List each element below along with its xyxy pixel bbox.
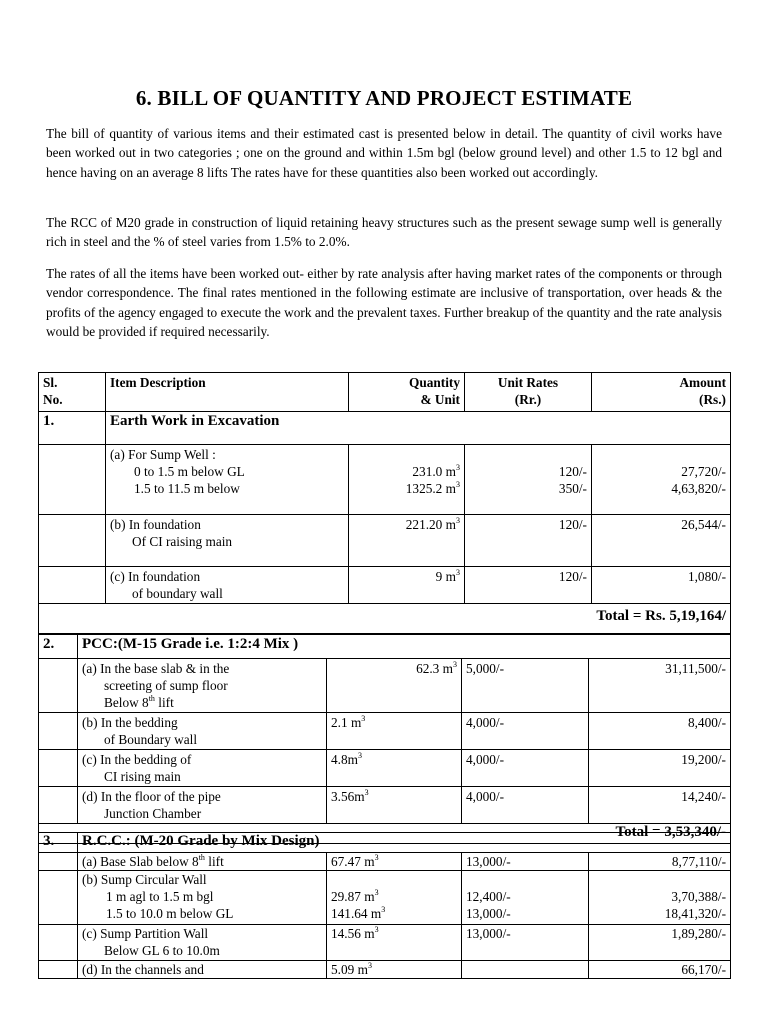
item-1b-rate: 120/-	[465, 515, 592, 567]
item-1b-quantity: 221.20 $m^3$	[349, 515, 465, 567]
estimate-table-pcc	[38, 634, 731, 844]
section-1-total-row	[39, 604, 731, 634]
item-1b-description: (b) In foundation Of CI raising main	[106, 515, 349, 567]
section-1-title: Earth Work in Excavation	[106, 412, 731, 445]
item-1b-amount: 26,544/-	[592, 515, 731, 567]
header-item-description: Item Description	[106, 373, 349, 412]
item-1c-rate: 120/-	[465, 567, 592, 604]
item-2a-description: (a) In the base slab & in the screeting of sump floor Below 8th lift	[78, 659, 327, 713]
item-2d-amount: 14,240/-	[589, 787, 731, 824]
item-2a-rate: 5,000/-	[462, 659, 589, 713]
header-unit-rates: Unit Rates (Rr.)	[465, 373, 592, 412]
table-header-row	[39, 373, 731, 412]
item-3c-rate: 13,000/-	[462, 925, 589, 961]
item-3d-quantity: 5.09 $m^3$	[327, 961, 462, 979]
item-1a-quantity: 231.0 $m^3$ 1325.2 $m^3$	[349, 445, 465, 515]
table-row	[39, 750, 731, 787]
item-3c-quantity: 14.56 $m^3$	[327, 925, 462, 961]
item-2c-amount: 19,200/-	[589, 750, 731, 787]
section-1-heading-row	[39, 412, 731, 445]
item-2a-amount: 31,11,500/-	[589, 659, 731, 713]
item-3a-quantity: 67.47 $m^3$	[327, 853, 462, 871]
item-2c-description: (c) In the bedding of CI rising main	[78, 750, 327, 787]
item-2d-description: (d) In the floor of the pipe Junction Chamber	[78, 787, 327, 824]
item-2d-quantity: $3.56m^3$	[327, 787, 462, 824]
item-2a-quantity: 62.3 $m^3$	[327, 659, 462, 713]
table-row	[39, 567, 731, 604]
estimate-table-rcc	[38, 832, 731, 979]
table-row	[39, 713, 731, 750]
section-2-title: PCC:(M-15 Grade i.e. 1:2:4 Mix )	[78, 635, 731, 659]
section-3-title: R.C.C.: (M-20 Grade by Mix Design)	[78, 833, 731, 853]
item-3a-rate: 13,000/-	[462, 853, 589, 871]
header-sl: Sl. No.	[39, 373, 106, 412]
table-row	[39, 445, 731, 515]
header-amount: Amount (Rs.)	[592, 373, 731, 412]
page-title: 6. BILL OF QUANTITY AND PROJECT ESTIMATE	[135, 86, 633, 110]
header-quantity: Quantity & Unit	[349, 373, 465, 412]
estimate-table-earthwork	[38, 372, 731, 634]
item-3d-description: (d) In the channels and	[78, 961, 327, 979]
item-1c-description: (c) In foundation of boundary wall	[106, 567, 349, 604]
item-3b-amount: 3,70,388/- 18,41,320/-	[589, 871, 731, 925]
table-row	[39, 925, 731, 961]
item-1a-description: (a) For Sump Well : 0 to 1.5 m below GL 1.5 to 11.5 m below	[106, 445, 349, 515]
item-3d-amount: 66,170/-	[589, 961, 731, 979]
table-row	[39, 871, 731, 925]
item-2d-rate: 4,000/-	[462, 787, 589, 824]
item-1a-amount: 27,720/- 4,63,820/-	[592, 445, 731, 515]
item-2c-quantity: $4.8m^3$	[327, 750, 462, 787]
item-3c-amount: 1,89,280/-	[589, 925, 731, 961]
item-1a-rate: 120/- 350/-	[465, 445, 592, 515]
table-row	[39, 787, 731, 824]
item-3b-quantity: 29.87 $m^3$ 141.64 $m^3$	[327, 871, 462, 925]
table-row	[39, 853, 731, 871]
item-3a-amount: 8,77,110/-	[589, 853, 731, 871]
table-row	[39, 659, 731, 713]
section-3-heading-row	[39, 833, 731, 853]
intro-paragraph: The bill of quantity of various items and their estimated cast is presented below in detail. The quantity of civil works have been worked out in two categories ; one on the ground and within 1.5m bgl (below ground level) and other 1.5 to 12 bgl and hence having on an average 8 lifts The rates have for these quantities also been worked out accordingly.	[46, 126, 722, 180]
rcc-paragraph: The RCC of M20 grade in construction of liquid retaining heavy structures such as the present sewage sump well is generally rich in steel and the % of steel varies from 1.5% to 2.0%.	[46, 215, 722, 250]
item-3b-rate: 12,400/- 13,000/-	[462, 871, 589, 925]
item-2b-rate: 4,000/-	[462, 713, 589, 750]
item-3b-description: (b) Sump Circular Wall 1 m agl to 1.5 m bgl 1.5 to 10.0 m below GL	[78, 871, 327, 925]
table-row	[39, 515, 731, 567]
table-row	[39, 961, 731, 979]
section-3-number: 3.	[39, 833, 78, 853]
item-2b-quantity: 2.1 $m^3$	[327, 713, 462, 750]
rates-paragraph: The rates of all the items have been worked out- either by rate analysis after having market rates of the components or through vendor correspondence. The final rates mentioned in the following estimate are inclusive of transportation, over heads & the profits of the agency engaged to execute the work and the prevalent taxes. Further breakup of the quantity and the rate analysis would be provided if required necessarily.	[46, 266, 722, 340]
item-1c-amount: 1,080/-	[592, 567, 731, 604]
item-2c-rate: 4,000/-	[462, 750, 589, 787]
section-2-heading-row	[39, 635, 731, 659]
item-2b-amount: 8,400/-	[589, 713, 731, 750]
item-3c-description: (c) Sump Partition Wall Below GL 6 to 10.0m	[78, 925, 327, 961]
section-2-total: Total = 3,53,340/-	[39, 824, 731, 844]
item-2b-description: (b) In the bedding of Boundary wall	[78, 713, 327, 750]
section-1-total: Total = Rs. 5,19,164/	[39, 604, 731, 634]
section-2-number: 2.	[39, 635, 78, 659]
section-1-number: 1.	[39, 412, 106, 445]
item-3a-description: (a) Base Slab below 8th lift	[78, 853, 327, 871]
item-1c-quantity: 9 $m^3$	[349, 567, 465, 604]
